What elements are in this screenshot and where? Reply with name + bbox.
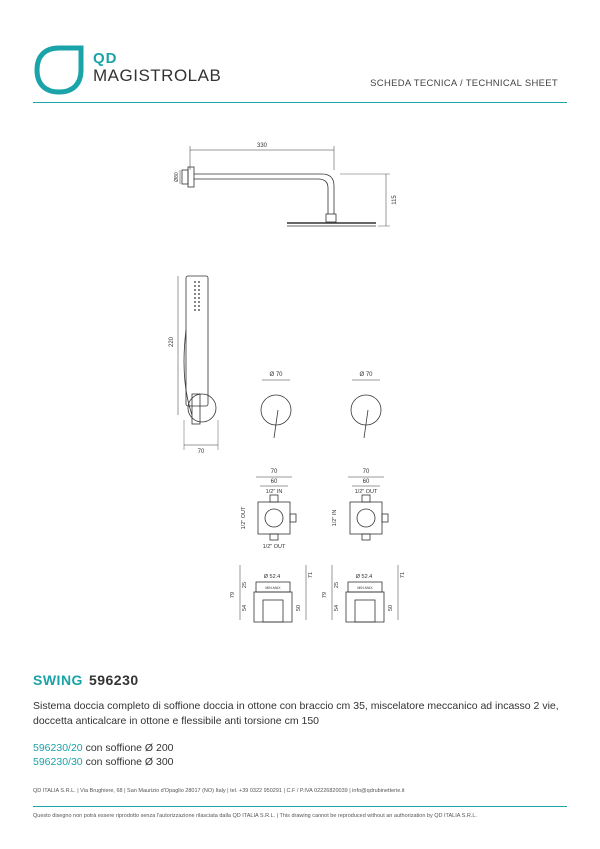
built-in-box-right bbox=[332, 469, 388, 540]
product-title bbox=[33, 672, 139, 688]
svg-text:1/2" OUT: 1/2" OUT bbox=[262, 544, 286, 550]
svg-text:1/2" OUT: 1/2" OUT bbox=[241, 506, 247, 530]
qd-logo-icon bbox=[33, 44, 85, 96]
legal-notice: Questo disegno non potrà essere riprodotto senza l'autorizzazione rilasciata dalla QD ITALIA S.R.L. | This drawing cannot be reproduced without an authorization by QD ITALIA S.R.L. bbox=[33, 813, 477, 819]
svg-text:70: 70 bbox=[270, 469, 278, 475]
hand-shower-drawing bbox=[169, 276, 218, 455]
product-name: SWING bbox=[33, 672, 83, 688]
variant-item: 596230/30 con soffione Ø 300 bbox=[33, 756, 174, 768]
arm-diameter-label: Ø80 bbox=[174, 172, 180, 182]
variant-list bbox=[33, 741, 174, 769]
svg-text:Ø 52.4: Ø 52.4 bbox=[263, 574, 281, 580]
mixer-plate-right bbox=[351, 372, 381, 438]
shower-arm-drawing bbox=[174, 143, 398, 226]
svg-text:79: 79 bbox=[230, 591, 236, 599]
brand-short: QD bbox=[93, 50, 118, 67]
brand-name: MAGISTROLAB bbox=[93, 66, 222, 85]
svg-text:25: 25 bbox=[334, 581, 340, 589]
svg-text:70: 70 bbox=[362, 469, 370, 475]
variant-item: 596230/20 con soffione Ø 200 bbox=[33, 742, 174, 754]
section-view-right bbox=[322, 565, 406, 622]
svg-text:79: 79 bbox=[322, 591, 328, 599]
svg-text:54: 54 bbox=[334, 604, 340, 612]
hand-shower-width-label: 70 bbox=[197, 449, 205, 455]
mixer-plate-left bbox=[261, 372, 291, 438]
svg-text:71: 71 bbox=[308, 571, 314, 579]
arm-height-label: 115 bbox=[392, 195, 398, 205]
footer-rule bbox=[33, 806, 567, 807]
svg-text:1/2" IN: 1/2" IN bbox=[332, 509, 338, 527]
svg-text:1/2" OUT: 1/2" OUT bbox=[354, 489, 378, 495]
svg-text:MIN-MAX: MIN-MAX bbox=[357, 586, 373, 590]
plate-diameter-label: Ø 70 bbox=[269, 372, 283, 378]
svg-text:25: 25 bbox=[242, 581, 248, 589]
sheet-label: SCHEDA TECNICA / TECHNICAL SHEET bbox=[370, 78, 558, 89]
header-rule bbox=[33, 102, 567, 103]
svg-text:60: 60 bbox=[270, 479, 278, 485]
svg-text:1/2" IN: 1/2" IN bbox=[265, 489, 283, 495]
company-info: QD ITALIA S.R.L. | Via Brughiere, 68 | San Maurizio d'Opaglio 28017 (NO) Italy | tel. +39 0322 950291 | C.F / P.IVA 02226820039 | info@qdrubinetterie.it bbox=[33, 788, 405, 794]
plate-diameter-label: Ø 70 bbox=[359, 372, 373, 378]
svg-text:60: 60 bbox=[362, 479, 370, 485]
product-code: 596230 bbox=[88, 672, 139, 688]
product-description: Sistema doccia completo di soffione doccia in ottone con braccio cm 35, miscelatore meccanico ad incasso 2 vie, doccetta anticalcare in ottone e flessibile anti torsione cm 150 bbox=[33, 700, 559, 727]
svg-text:71: 71 bbox=[400, 571, 406, 579]
svg-text:50: 50 bbox=[388, 604, 394, 612]
svg-text:54: 54 bbox=[242, 604, 248, 612]
arm-length-label: 330 bbox=[256, 143, 268, 149]
technical-drawing bbox=[0, 130, 600, 630]
section-view-left bbox=[230, 565, 314, 622]
hand-shower-height-label: 220 bbox=[169, 336, 175, 348]
svg-text:50: 50 bbox=[296, 604, 302, 612]
built-in-box-left bbox=[241, 469, 296, 550]
svg-text:Ø 52.4: Ø 52.4 bbox=[355, 574, 373, 580]
svg-text:MIN-MAX: MIN-MAX bbox=[265, 586, 281, 590]
